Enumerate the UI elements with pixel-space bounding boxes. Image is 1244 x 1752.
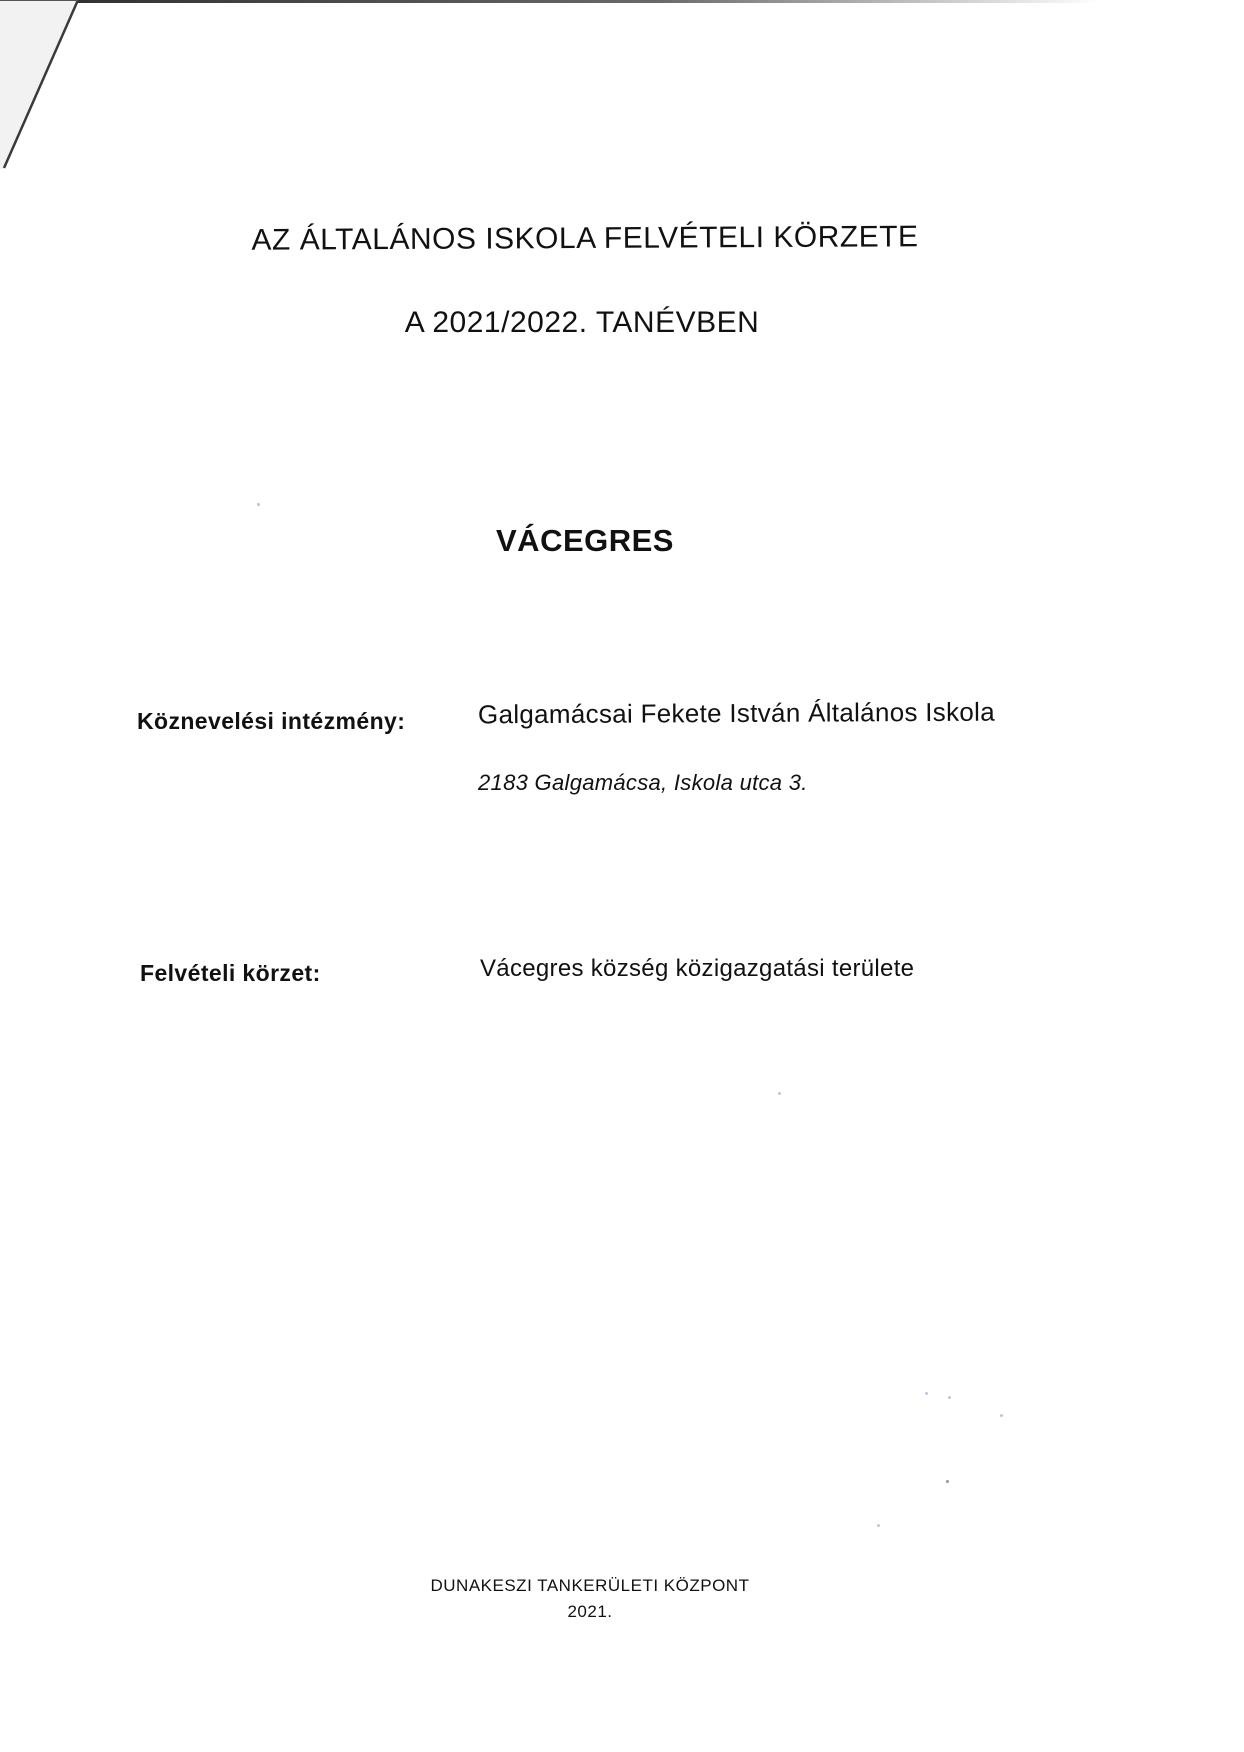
scan-speck — [946, 1480, 949, 1483]
scan-speck — [925, 1392, 928, 1395]
footer-year: 2021. — [567, 1602, 613, 1621]
folded-corner-shadow — [0, 0, 90, 180]
footer-organization: DUNAKESZI TANKERÜLETI KÖZPONT — [430, 1576, 750, 1595]
scan-speck — [877, 1524, 880, 1527]
institution-label: Köznevelési intézmény: — [137, 708, 406, 734]
district-value: Vácegres község közigazgatási területe — [480, 955, 915, 982]
settlement-name: VÁCEGRES — [496, 523, 674, 558]
school-year-title: A 2021/2022. TANÉVBEN — [404, 306, 760, 339]
institution-name: Galgamácsai Fekete István Általános Iskola — [477, 696, 996, 730]
scan-speck — [1000, 1414, 1003, 1417]
document-title: AZ ÁLTALÁNOS ISKOLA FELVÉTELI KÖRZETE — [251, 220, 919, 257]
scan-speck — [948, 1396, 951, 1399]
institution-address: 2183 Galgamácsa, Iskola utca 3. — [478, 770, 808, 795]
scan-speck — [778, 1092, 781, 1095]
district-label: Felvételi körzet: — [140, 960, 321, 986]
scan-edge — [0, 0, 1100, 3]
scan-speck — [257, 503, 260, 506]
